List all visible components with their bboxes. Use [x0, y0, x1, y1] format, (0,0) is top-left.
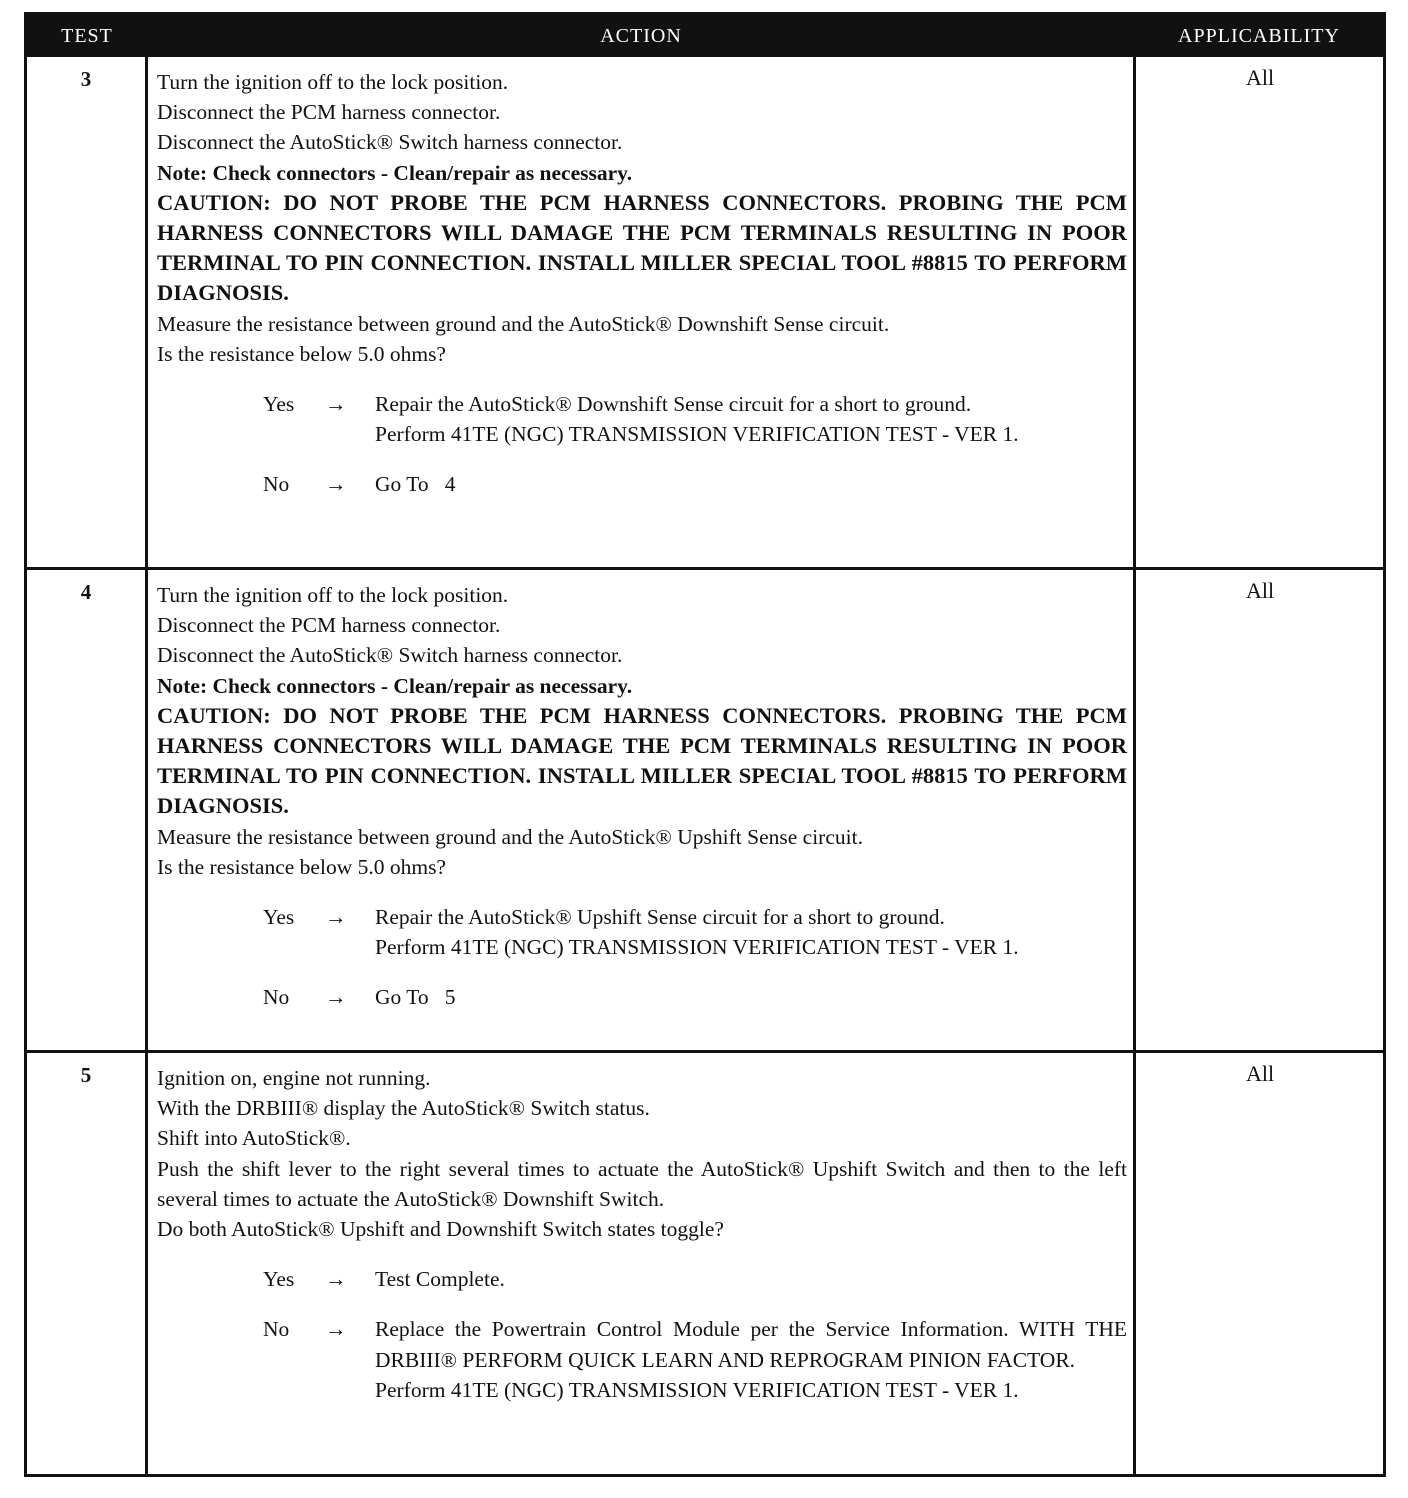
- action-cell: [157, 67, 1127, 500]
- action-paragraph: Push the shift lever to the right several times to actuate the AutoStick® Upshift Switch and then to the left several times to actuate the AutoStick® Downshift Switch.: [157, 1156, 1127, 1211]
- action-step: With the DRBIII® display the AutoStick® Switch status.: [157, 1096, 650, 1121]
- outcome-yes: [157, 902, 1127, 962]
- question-text: Do both AutoStick® Upshift and Downshift Switch states toggle?: [157, 1217, 724, 1242]
- arrow-right-icon: →: [325, 905, 347, 930]
- outcome-yes: [157, 389, 1127, 449]
- applicability-value: All: [1245, 1061, 1275, 1086]
- arrow-right-icon: →: [325, 472, 347, 497]
- header-applicability: APPLICABILITY: [1178, 25, 1340, 47]
- outcome-line: Perform 41TE (NGC) TRANSMISSION VERIFICATION TEST - VER 1.: [375, 422, 1019, 447]
- diagnostic-table: [24, 12, 1386, 1477]
- test-number: 5: [80, 1063, 92, 1087]
- action-step: Disconnect the AutoStick® Switch harness connector.: [157, 643, 623, 668]
- arrow-right-icon: →: [325, 1317, 347, 1342]
- note-text: Note: Check connectors - Clean/repair as necessary.: [157, 160, 633, 185]
- outcome-label: No: [263, 985, 290, 1010]
- outcome-no: [157, 469, 1127, 499]
- goto-link[interactable]: Go To 4: [375, 472, 456, 497]
- outcome-text: [375, 389, 1127, 449]
- action-cell: [157, 580, 1127, 1013]
- outcome-text: [375, 1264, 1127, 1294]
- outcome-no: [157, 1314, 1127, 1405]
- outcome-yes: [157, 1264, 1127, 1294]
- table-header: [27, 15, 1383, 57]
- outcome-line: Perform 41TE (NGC) TRANSMISSION VERIFICATION TEST - VER 1.: [375, 1377, 1019, 1402]
- table-row-test-4: [27, 570, 1383, 1053]
- arrow-right-icon: →: [325, 1267, 347, 1292]
- outcome-label: Yes: [263, 905, 295, 930]
- goto-link[interactable]: Go To 5: [375, 985, 456, 1010]
- outcome-line: Repair the AutoStick® Upshift Sense circuit for a short to ground.: [375, 905, 945, 930]
- outcome-text: [375, 469, 1127, 499]
- test-number: 3: [80, 67, 92, 91]
- action-step: Disconnect the AutoStick® Switch harness connector.: [157, 130, 623, 155]
- outcome-text: [375, 1314, 1127, 1405]
- question-text: Is the resistance below 5.0 ohms?: [157, 341, 446, 366]
- action-step: Turn the ignition off to the lock position.: [157, 70, 509, 94]
- action-step: Shift into AutoStick®.: [157, 1126, 351, 1151]
- action-step: Ignition on, engine not running.: [157, 1066, 431, 1090]
- applicability-value: All: [1245, 578, 1275, 603]
- measure-step: Measure the resistance between ground and the AutoStick® Upshift Sense circuit.: [157, 824, 863, 849]
- caution-text: CAUTION: DO NOT PROBE THE PCM HARNESS CONNECTORS. PROBING THE PCM HARNESS CONNECTORS WILL DAMAGE THE PCM TERMINALS RESULTING IN POOR TERMINAL TO PIN CONNECTION. INSTALL MILLER SPECIAL TOOL #8815 TO PERFORM DIAGNOSIS.: [157, 189, 1127, 306]
- outcome-label: Yes: [263, 392, 295, 417]
- header-action: ACTION: [600, 25, 682, 47]
- outcome-label: No: [263, 472, 290, 497]
- applicability-value: All: [1245, 65, 1275, 90]
- table-row-test-5: [27, 1053, 1383, 1474]
- outcome-line: Repair the AutoStick® Downshift Sense circuit for a short to ground.: [375, 392, 972, 417]
- table-row-test-3: [27, 57, 1383, 570]
- measure-step: Measure the resistance between ground and the AutoStick® Downshift Sense circuit.: [157, 311, 890, 336]
- arrow-right-icon: →: [325, 392, 347, 417]
- outcome-label: Yes: [263, 1267, 295, 1292]
- test-number: 4: [80, 580, 92, 604]
- action-step: Turn the ignition off to the lock position.: [157, 583, 509, 607]
- action-cell: [157, 1063, 1127, 1405]
- outcome-label: No: [263, 1317, 290, 1342]
- action-step: Disconnect the PCM harness connector.: [157, 100, 501, 125]
- header-test: TEST: [61, 25, 113, 47]
- outcome-text: [375, 902, 1127, 962]
- outcome-text: [375, 982, 1127, 1012]
- arrow-right-icon: →: [325, 985, 347, 1010]
- note-text: Note: Check connectors - Clean/repair as necessary.: [157, 673, 633, 698]
- caution-text: CAUTION: DO NOT PROBE THE PCM HARNESS CONNECTORS. PROBING THE PCM HARNESS CONNECTORS WILL DAMAGE THE PCM TERMINALS RESULTING IN POOR TERMINAL TO PIN CONNECTION. INSTALL MILLER SPECIAL TOOL #8815 TO PERFORM DIAGNOSIS.: [157, 702, 1127, 819]
- action-step: Disconnect the PCM harness connector.: [157, 613, 501, 638]
- outcome-line: Perform 41TE (NGC) TRANSMISSION VERIFICATION TEST - VER 1.: [375, 935, 1019, 960]
- outcome-line: Test Complete.: [375, 1267, 505, 1292]
- outcome-no: [157, 982, 1127, 1012]
- outcome-line: Replace the Powertrain Control Module per the Service Information. WITH THE DRBIII® PERFORM QUICK LEARN AND REPROGRAM PINION FACTOR.: [375, 1317, 1127, 1372]
- question-text: Is the resistance below 5.0 ohms?: [157, 854, 446, 879]
